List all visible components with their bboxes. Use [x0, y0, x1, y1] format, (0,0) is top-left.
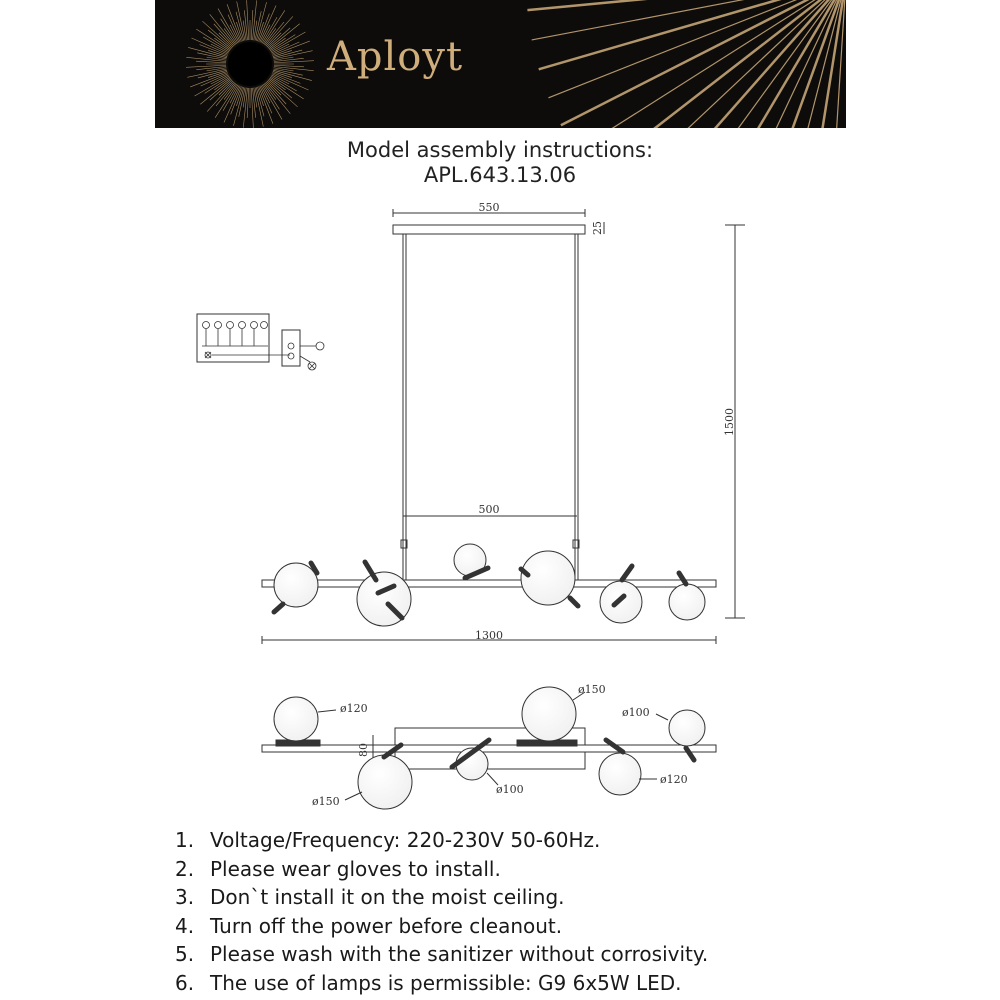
list-item: 6. The use of lamps is permissible: G9 6x5W LED. [175, 970, 682, 995]
dim-total-height: 1500 [723, 408, 736, 436]
dim-bar-height: 80 [357, 743, 370, 757]
dim-shade-1: ø120 [340, 702, 368, 715]
list-item: 2. Please wear gloves to install. [175, 856, 501, 881]
page-title: Model assembly instructions: [346, 138, 654, 162]
dim-shade-2: ø150 [312, 795, 340, 808]
plan-view [262, 728, 716, 769]
dim-top-width: 550 [478, 201, 500, 214]
dim-shade-6: ø150 [578, 683, 606, 696]
list-item: 1. Voltage/Frequency: 220-230V 50-60Hz. [175, 828, 601, 852]
dim-shade-5: ø120 [660, 773, 688, 786]
list-item: 4. Turn off the power before cleanout. [175, 913, 563, 938]
list-item: 5. Please wash with the sanitizer without corrosivity. [175, 942, 709, 966]
dim-total-length: 1300 [475, 629, 503, 642]
instruction-list [175, 826, 708, 997]
dim-shade-4: ø100 [622, 706, 650, 719]
brand-logo-text: Aployt [327, 34, 464, 80]
model-number: APL.643.13.06 [423, 163, 577, 187]
dim-rod-spacing: 500 [478, 503, 500, 516]
wiring-diagram-icon [197, 314, 324, 370]
dim-canopy-height: 25 [591, 221, 604, 235]
dim-shade-3: ø100 [496, 783, 524, 796]
front-elevation [262, 209, 745, 644]
list-item: 3. Don`t install it on the moist ceiling. [175, 885, 565, 909]
